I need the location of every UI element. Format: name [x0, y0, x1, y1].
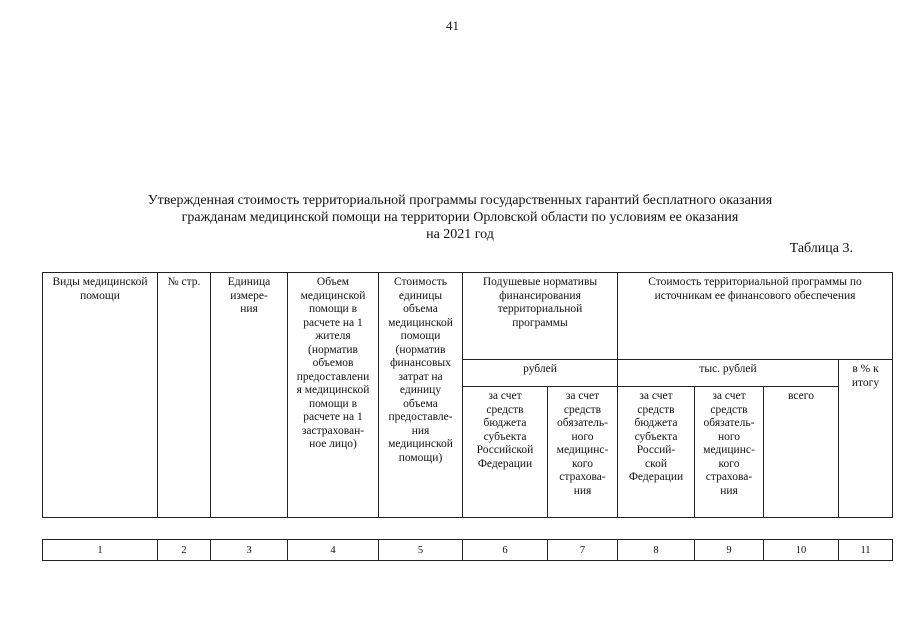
header-unit-rubles: рублей	[463, 360, 618, 387]
column-number: 8	[618, 540, 695, 561]
header-volume: Объем медицинской помощи в расчете на 1 жителя (норматив объемов предоставлени я медицинской помощи в расчете на 1 застрахован- ное лицо)	[288, 273, 379, 518]
column-number: 6	[463, 540, 548, 561]
column-number: 4	[288, 540, 379, 561]
page-number: 41	[446, 18, 459, 33]
table-label: Таблица 3.	[789, 241, 853, 256]
column-number: 1	[43, 540, 158, 561]
document-title: Утвержденная стоимость территориальной программы государственных гарантий бесплатного оказания гражданам медицинской помощи на территории Орловской области по условиям ее оказания на 2021 год	[147, 193, 773, 242]
header-table	[42, 272, 893, 518]
header-type-of-care: Виды медицинской помощи	[43, 273, 158, 518]
header-unit-cost: Стоимость единицы объема медицинской помощи (норматив финансовых затрат на единицу объема предоставле- ния медицинской помощи)	[379, 273, 463, 518]
header-unit: Единица измере- ния	[211, 273, 288, 518]
column-number: 9	[695, 540, 764, 561]
column-number-row	[42, 539, 893, 561]
column-number: 11	[839, 540, 893, 561]
header-percent-of-total: в % к итогу	[839, 360, 893, 518]
column-number: 10	[764, 540, 839, 561]
header-unit-thousand-rubles: тыс. рублей	[618, 360, 839, 387]
header-line-number: № стр.	[158, 273, 211, 518]
header-budget-norm: за счет средств бюджета субъекта Российской Федерации	[463, 387, 548, 518]
header-total-cost: всего	[764, 387, 839, 518]
header-per-capita-norms: Подушевые нормативы финансирования территориальной программы	[463, 273, 618, 360]
column-number: 3	[211, 540, 288, 561]
header-budget-cost: за счет средств бюджета субъекта Россий- ской Федерации	[618, 387, 695, 518]
column-number: 7	[548, 540, 618, 561]
header-program-cost: Стоимость территориальной программы по источникам ее финансового обеспечения	[618, 273, 893, 360]
header-oms-cost: за счет средств обязатель- ного медицинс- кого страхова- ния	[695, 387, 764, 518]
column-number: 2	[158, 540, 211, 561]
column-number: 5	[379, 540, 463, 561]
header-oms-norm: за счет средств обязатель- ного медицинс- кого страхова- ния	[548, 387, 618, 518]
